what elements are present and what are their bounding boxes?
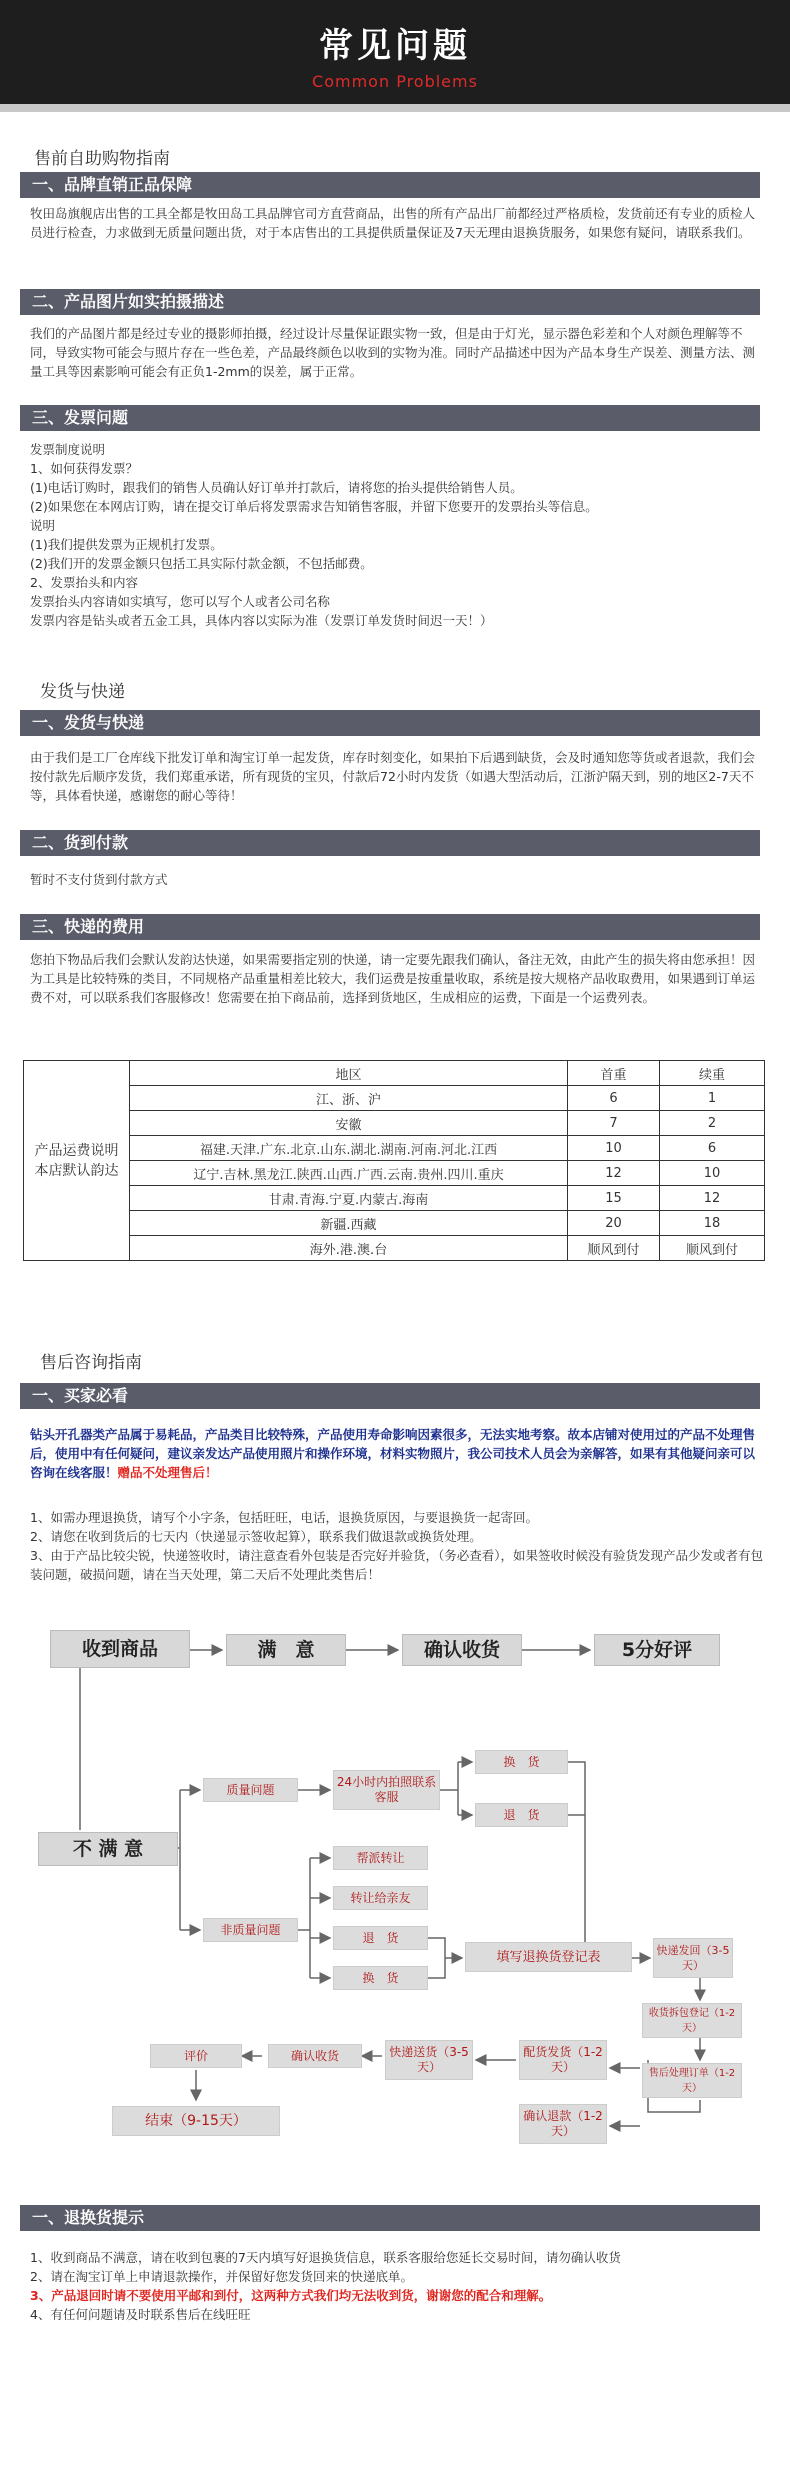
invoice-line: (1)电话订购时，跟我们的销售人员确认好订单并打款后，请将您的抬头提供给销售人员。 [30,480,523,495]
flow-received: 收到商品 [50,1630,190,1668]
pre-sale-heading: 售前自助购物指南 [34,149,170,169]
cell: 海外.港.澳.台 [130,1236,568,1261]
cell: 7 [568,1111,660,1136]
invoice-line: 发票制度说明 [30,442,106,457]
cell: 15 [568,1186,660,1211]
page-subtitle: Common Problems [312,72,478,91]
flow-review: 5分好评 [594,1634,720,1666]
cell: 10 [568,1136,660,1161]
cod-bar: 二、货到付款 [20,830,760,856]
invoice-line: 2、发票抬头和内容 [30,575,138,590]
cell: 辽宁.吉林.黑龙江.陕西.山西.广西.云南.贵州.四川.重庆 [130,1161,568,1186]
ship-text: 由于我们是工厂仓库线下批发订单和淘宝订单一起发货，库存时刻变化，如果拍下后遇到缺货，会及时通知您等货或者退款，我们会按付款先后顺序发货，我们郑重承诺，所有现货的宝贝，付款后72小时内发货（如遇大型活动后，江浙沪隔天到，别的地区2-7天不等，具体看快递，感谢您的耐心等待！ [30,750,756,803]
cell: 福建.天津.广东.北京.山东.湖北.湖南.河南.河北.江西 [130,1136,568,1161]
tip-item: 4、有任何问题请及时联系售后在线旺旺 [30,2307,251,2322]
return-tips-bar: 一、退换货提示 [20,2205,760,2231]
flow-service24: 24小时内拍照联系客服 [333,1770,440,1810]
flow-nonquality: 非质量问题 [203,1918,298,1942]
brand-bar: 一、品牌直销正品保障 [20,172,760,198]
rule-item: 1、如需办理退换货，请写个小字条，包括旺旺，电话，退换货原因，与要退换货一起寄回。 [30,1510,538,1525]
flow-end: 结束（9-15天） [112,2106,280,2136]
invoice-line: (2)如果您在本网店订购，请在提交订单后将发票需求告知销售客服，并留下您要开的发票抬头等信息。 [30,499,598,514]
cell: 顺风到付 [660,1236,765,1261]
tip-item-warning: 3、产品退回时请不要使用平邮和到付，这两种方式我们均无法收到货，谢谢您的配合和理解。 [30,2288,552,2303]
cell: 12 [660,1186,765,1211]
flow-fill-form: 填写退换货登记表 [465,1942,632,1972]
return-tips [30,2248,764,2324]
notice-text: 钻头开孔器类产品属于易耗品，产品类目比较特殊，产品使用寿命影响因素很多，无法实地考察。故本店铺对使用过的产品不处理售后，使用中有任何疑问，建议亲发达产品使用照片和操作环境，材料实物照片，我公司技术人员会为亲解答，如果有其他疑问亲可以咨询在线客服！ [30,1427,756,1480]
tip-item: 1、收到商品不满意，请在收到包裹的7天内填写好退换货信息，联系客服给您延长交易时间，请勿确认收货 [30,2250,621,2265]
cell: 18 [660,1211,765,1236]
buyer-bar: 一、买家必看 [20,1383,760,1409]
flow-quality: 质量问题 [203,1778,298,1802]
cell: 6 [660,1136,765,1161]
col-header: 首重 [568,1061,660,1086]
cell: 新疆.西藏 [130,1211,568,1236]
after-sale-heading: 售后咨询指南 [40,1353,142,1373]
flow-confirm-refund: 确认退款（1-2天） [519,2104,607,2144]
flow-refund: 退 货 [475,1803,568,1827]
flow-reship: 配货发货（1-2天） [519,2040,607,2080]
flow-confirm: 确认收货 [402,1634,522,1666]
tip-item: 2、请在淘宝订单上申请退款操作，并保留好您发货回来的快递底单。 [30,2269,413,2284]
flow-review2: 评价 [150,2044,242,2068]
invoice-line: (2)我们开的发票金额只包括工具实际付款金额，不包括邮费。 [30,556,373,571]
ship-bar: 一、发货与快递 [20,710,760,736]
cell: 6 [568,1086,660,1111]
flow-forward-friend: 转让给亲友 [333,1886,428,1910]
flow-process: 售后处理订单（1-2天） [642,2063,742,2098]
flow-confirm2: 确认收货 [268,2044,362,2068]
flow-exchange: 换 货 [475,1750,568,1774]
cod-text: 暂时不支付货到付款方式 [30,872,168,887]
cell: 2 [660,1111,765,1136]
fee-text: 您拍下物品后我们会默认发韵达快递，如果需要指定别的快递，请一定要先跟我们确认，备注无效，由此产生的损失将由您承担！因为工具是比较特殊的类目，不同规格产品重量相差比较大，我们运费是按重量收取，系统是按大规格产品收取费用，如果遇到订单运费不对，可以联系我们客服修改！您需要在拍下商品前，选择到货地区，生成相应的运费，下面是一个运费列表。 [30,952,756,1005]
cell: 顺风到付 [568,1236,660,1261]
rule-item: 3、由于产品比较尖锐，快递签收时，请注意查看外包装是否完好并验货，（务必查看），如果签收时候没有验货发现产品少发或者有包装问题，破损问题，请在当天处理，第二天后不处理此类售后！ [30,1548,763,1582]
cell: 1 [660,1086,765,1111]
flow-unsatisfied: 不 满 意 [38,1832,178,1866]
cell: 10 [660,1161,765,1186]
page-title: 常见问题 [319,26,471,66]
flow-exchange2: 换 货 [333,1966,428,1990]
cell: 江、浙、沪 [130,1086,568,1111]
cell: 甘肃.青海.宁夏.内蒙古.海南 [130,1186,568,1211]
brand-text: 牧田岛旗舰店出售的工具全都是牧田岛工具品牌官司方直营商品，出售的所有产品出厂前都经过严格质检，发货前还有专业的质检人员进行检查，力求做到无质量问题出货，对于本店售出的工具提供质量保证及7天无理由退换货服务，如果您有疑问，请联系我们。 [30,206,756,240]
photo-bar: 二、产品图片如实拍摄描述 [20,289,760,315]
cell: 20 [568,1211,660,1236]
cell: 安徽 [130,1111,568,1136]
flow-unpack: 收货拆包登记（1-2天） [642,2003,742,2038]
col-header: 续重 [660,1061,765,1086]
flow-help-forward: 帮派转让 [333,1846,428,1870]
flow-express: 快递送货（3-5天） [385,2040,473,2080]
invoice-line: 发票内容是钻头或者五金工具，具体内容以实际为准（发票订单发货时间迟一天！） [30,613,493,628]
invoice-line: 1、如何获得发票？ [30,461,138,476]
cell: 12 [568,1161,660,1186]
invoice-line: 说明 [30,518,56,533]
notice-red: 赠品不处理售后！ [117,1465,218,1480]
rule-item: 2、请您在收到货后的七天内（快递显示签收起算），联系我们做退款或换货处理。 [30,1529,482,1544]
invoice-line: 发票抬头内容请如实填写，您可以写个人或者公司名称 [30,594,331,609]
col-header: 地区 [130,1061,568,1086]
invoice-bar: 三、发票问题 [20,405,760,431]
shipping-heading: 发货与快递 [40,682,125,702]
fee-bar: 三、快递的费用 [20,914,760,940]
flow-refund2: 退 货 [333,1926,428,1950]
flow-satisfied: 满 意 [226,1634,346,1666]
invoice-line: (1)我们提供发票为正规机打发票。 [30,537,223,552]
fee-side-label: 产品运费说明本店默认韵达 [24,1061,130,1261]
photo-text: 我们的产品图片都是经过专业的摄影师拍摄，经过设计尽量保证跟实物一致，但是由于灯光，显示器色彩差和个人对颜色理解等不同，导致实物可能会与照片存在一些色差，产品最终颜色以收到的实物为准。同时产品描述中因为产品本身生产误差、测量方法、测量工具等因素影响可能会有正负1-2mm的误差，属于正常。 [30,326,756,379]
flow-ship-back: 快递发回（3-5天） [653,1938,733,1978]
